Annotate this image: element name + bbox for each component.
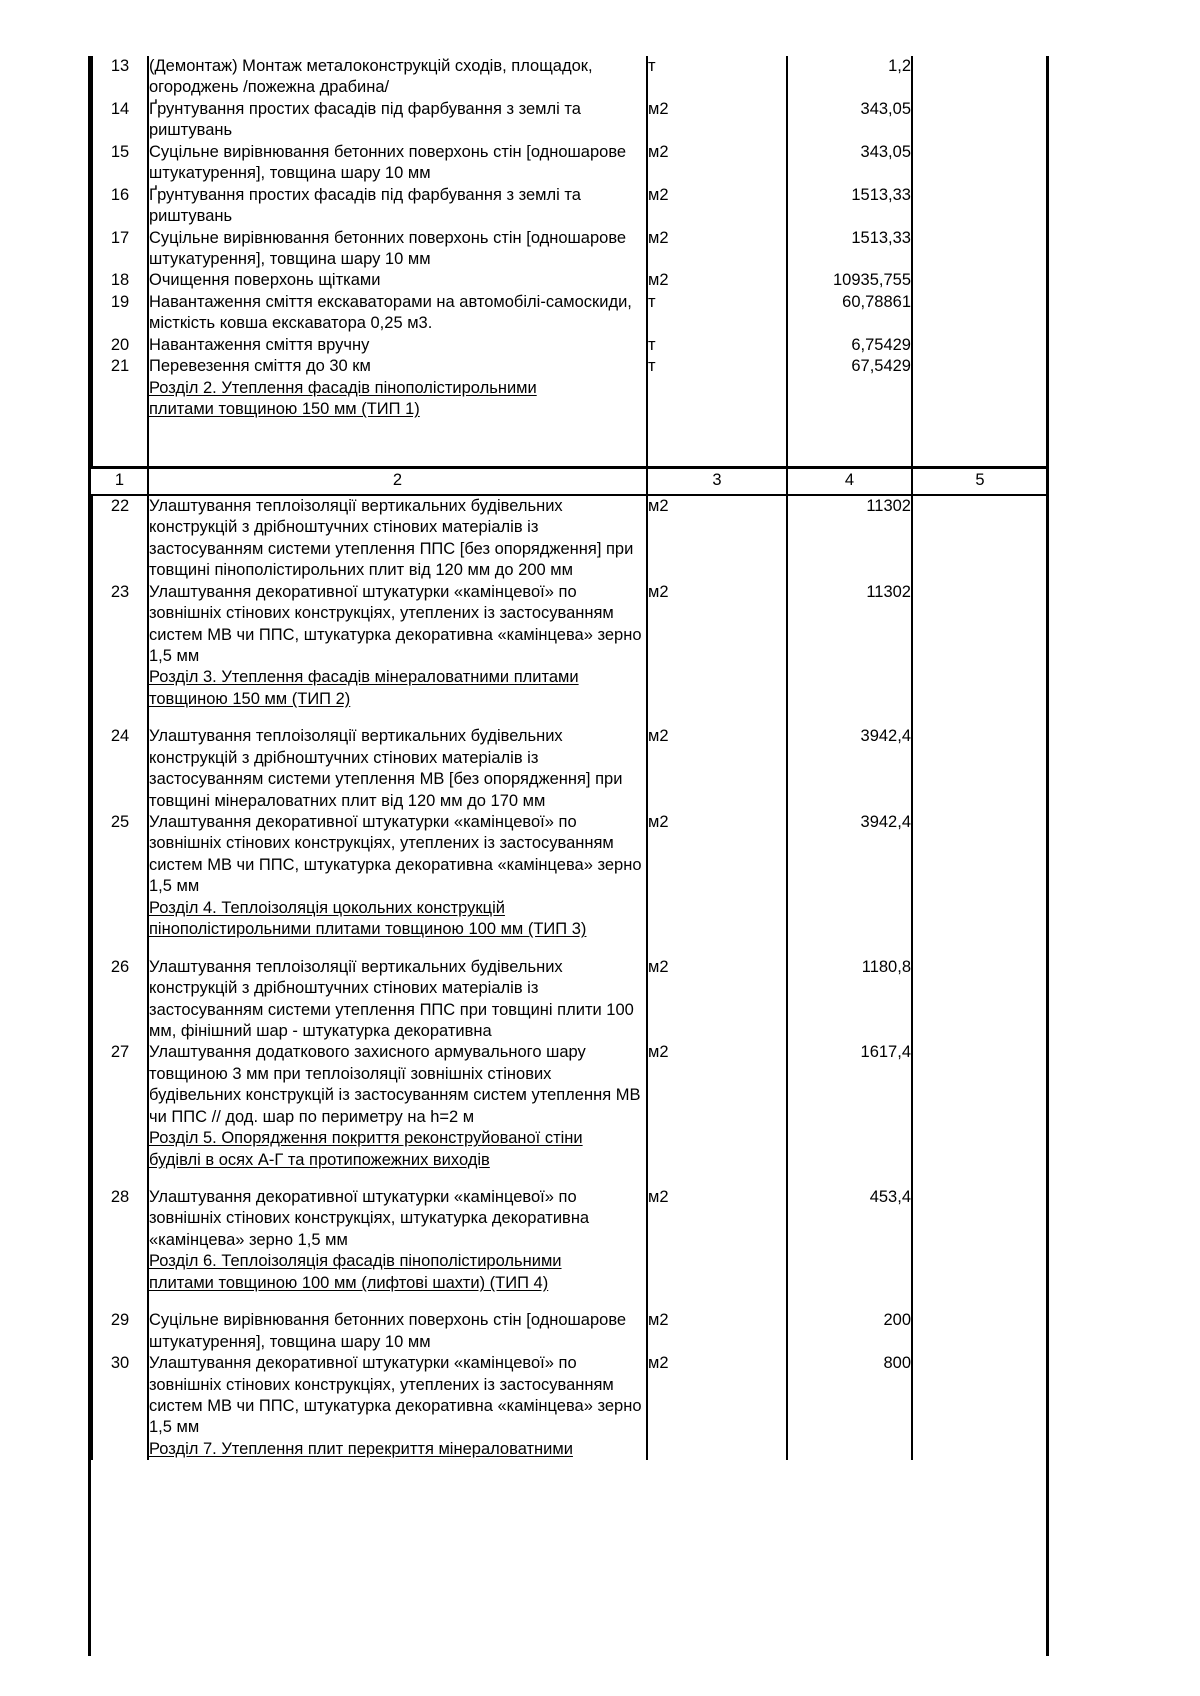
row-extra-cell bbox=[912, 270, 1047, 291]
row-description: Улаштування додаткового захисного армувального шару товщиною 3 мм при теплоізоляції зовнішніх стінових будівельних конструкцій із застосуванням систем утеплення МВ чи ППС // дод. шар по периметру на h=2 м bbox=[148, 1042, 647, 1128]
section-heading-4 bbox=[148, 898, 647, 941]
spacer-cell bbox=[787, 1294, 912, 1310]
row-description: Ґрунтування простих фасадів під фарбування з землі та риштувань bbox=[148, 99, 647, 142]
row-extra-cell bbox=[912, 142, 1047, 185]
row-description: Улаштування теплоізоляції вертикальних будівельних конструкцій з дрібноштучних стінових матеріалів із застосуванням системи утеплення ППС [без опорядження] при товщині пінополістирольних плит від 120 мм до 200 мм bbox=[148, 495, 647, 582]
table-row bbox=[92, 812, 1047, 898]
row-quantity: 3942,4 bbox=[787, 812, 912, 898]
row-number: 17 bbox=[92, 228, 148, 271]
row-description: Навантаження сміття вручну bbox=[148, 335, 647, 356]
table-row bbox=[92, 1310, 1047, 1353]
section-heading-line: товщиною 150 мм (ТИП 2) bbox=[149, 689, 351, 708]
section-heading-line: будівлі в осях А-Г та протипожежних виходів bbox=[149, 1150, 490, 1169]
row-unit: м2 bbox=[647, 1187, 787, 1251]
row-quantity: 200 bbox=[787, 1310, 912, 1353]
row-description: (Демонтаж) Монтаж металоконструкцій сходів, площадок, огороджень /пожежна драбина/ bbox=[148, 56, 647, 99]
table-row bbox=[92, 1187, 1047, 1251]
row-extra-cell bbox=[912, 228, 1047, 271]
section-heading-3 bbox=[148, 667, 647, 710]
section-heading-line: пінополістирольними плитами товщиною 100 мм (ТИП 3) bbox=[149, 920, 587, 939]
row-quantity: 1180,8 bbox=[787, 957, 912, 1043]
spacer-row bbox=[92, 1171, 1047, 1187]
row-unit: м2 bbox=[647, 228, 787, 271]
section-heading-line: Розділ 2. Утеплення фасадів пінополістирольними bbox=[149, 378, 537, 397]
spacer-cell bbox=[92, 1294, 148, 1310]
section-heading-row bbox=[92, 898, 1047, 941]
spacer-row bbox=[92, 941, 1047, 957]
row-quantity: 1513,33 bbox=[787, 185, 912, 228]
row-number: 25 bbox=[92, 812, 148, 898]
spacer-row bbox=[92, 1294, 1047, 1310]
spacer-cell bbox=[92, 941, 148, 957]
row-number: 18 bbox=[92, 270, 148, 291]
column-number-5: 5 bbox=[912, 468, 1047, 495]
row-description: Улаштування теплоізоляції вертикальних будівельних конструкцій з дрібноштучних стінових матеріалів із застосуванням системи утеплення МВ [без опорядження] при товщині мінераловатних плит від 120 мм до 170 мм bbox=[148, 726, 647, 812]
spacer-cell bbox=[148, 1294, 647, 1310]
row-unit: м2 bbox=[647, 726, 787, 812]
section-unit-cell bbox=[647, 1439, 787, 1460]
row-unit: м2 bbox=[647, 142, 787, 185]
spacer-cell bbox=[787, 1171, 912, 1187]
row-quantity: 1,2 bbox=[787, 56, 912, 99]
section-extra-cell bbox=[912, 667, 1047, 710]
row-description: Улаштування теплоізоляції вертикальних будівельних конструкцій з дрібноштучних стінових матеріалів із застосуванням системи утеплення ППС при товщині плити 100 мм, фінішний шар - штукатурка декоративна bbox=[148, 957, 647, 1043]
column-number-3: 3 bbox=[647, 468, 787, 495]
table-row bbox=[92, 1353, 1047, 1439]
table-row bbox=[92, 495, 1047, 582]
row-number: 23 bbox=[92, 582, 148, 668]
row-description: Улаштування декоративної штукатурки «камінцевої» по зовнішніх стінових конструкціях, утеплених із застосуванням систем МВ чи ППС, штукатурка декоративна «камінцева» зерно 1,5 мм bbox=[148, 582, 647, 668]
column-number-row bbox=[92, 468, 1047, 495]
row-description: Улаштування декоративної штукатурки «камінцевої» по зовнішніх стінових конструкціях, утеплених із застосуванням систем МВ чи ППС, штукатурка декоративна «камінцева» зерно 1,5 мм bbox=[148, 812, 647, 898]
row-quantity: 10935,755 bbox=[787, 270, 912, 291]
row-extra-cell bbox=[912, 812, 1047, 898]
row-quantity: 1513,33 bbox=[787, 228, 912, 271]
row-description: Улаштування декоративної штукатурки «камінцевої» по зовнішніх стінових конструкціях, утеплених із застосуванням систем МВ чи ППС, штукатурка декоративна «камінцева» зерно 1,5 мм bbox=[148, 1353, 647, 1439]
column-number-1: 1 bbox=[92, 468, 148, 495]
row-unit: т bbox=[647, 56, 787, 99]
spacer-row bbox=[92, 420, 1047, 468]
row-quantity: 60,78861 bbox=[787, 292, 912, 335]
section-unit-cell bbox=[647, 667, 787, 710]
row-description: Перевезення сміття до 30 км bbox=[148, 356, 647, 377]
table-row bbox=[92, 56, 1047, 99]
row-number: 24 bbox=[92, 726, 148, 812]
section-heading-row bbox=[92, 1439, 1047, 1460]
section-quantity-cell bbox=[787, 1251, 912, 1294]
row-number: 16 bbox=[92, 185, 148, 228]
table-row bbox=[92, 228, 1047, 271]
row-description: Очищення поверхонь щітками bbox=[148, 270, 647, 291]
table-row bbox=[92, 99, 1047, 142]
section-heading-line: Розділ 4. Теплоізоляція цокольних конструкцій bbox=[149, 898, 505, 917]
row-number: 14 bbox=[92, 99, 148, 142]
row-number: 22 bbox=[92, 495, 148, 582]
row-quantity: 11302 bbox=[787, 495, 912, 582]
section-heading-line: Розділ 6. Теплоізоляція фасадів пінополістирольними bbox=[149, 1252, 562, 1271]
row-description: Суцільне вирівнювання бетонних поверхонь стін [одношарове штукатурення], товщина шару 10 мм bbox=[148, 1310, 647, 1353]
row-number: 26 bbox=[92, 957, 148, 1043]
spacer-cell bbox=[787, 941, 912, 957]
table-row bbox=[92, 185, 1047, 228]
section-quantity-cell bbox=[787, 898, 912, 941]
spacer-cell bbox=[787, 420, 912, 468]
spacer-cell bbox=[148, 941, 647, 957]
section-heading-line: Розділ 5. Опорядження покриття реконструйованої стіни bbox=[149, 1129, 583, 1148]
row-extra-cell bbox=[912, 495, 1047, 582]
row-unit: м2 bbox=[647, 812, 787, 898]
row-extra-cell bbox=[912, 957, 1047, 1043]
spacer-cell bbox=[647, 941, 787, 957]
section-heading-2 bbox=[148, 378, 647, 421]
section-heading-line: плитами товщиною 100 мм (лифтові шахти) (ТИП 4) bbox=[149, 1273, 549, 1292]
row-quantity: 800 bbox=[787, 1353, 912, 1439]
row-quantity: 453,4 bbox=[787, 1187, 912, 1251]
row-quantity: 343,05 bbox=[787, 142, 912, 185]
row-quantity: 6,75429 bbox=[787, 335, 912, 356]
spacer-cell bbox=[912, 1171, 1047, 1187]
row-unit: т bbox=[647, 292, 787, 335]
spacer-cell bbox=[912, 710, 1047, 726]
section-extra-cell bbox=[912, 1128, 1047, 1171]
section-extra-cell bbox=[912, 1251, 1047, 1294]
column-number-4: 4 bbox=[787, 468, 912, 495]
row-extra-cell bbox=[912, 1310, 1047, 1353]
spacer-cell bbox=[92, 1171, 148, 1187]
section-unit-cell bbox=[647, 1128, 787, 1171]
row-unit: т bbox=[647, 356, 787, 377]
table-row bbox=[92, 142, 1047, 185]
section-heading-row bbox=[92, 1251, 1047, 1294]
section-heading-row bbox=[92, 1128, 1047, 1171]
row-unit: м2 bbox=[647, 185, 787, 228]
spacer-cell bbox=[92, 710, 148, 726]
table-row bbox=[92, 335, 1047, 356]
row-description: Суцільне вирівнювання бетонних поверхонь стін [одношарове штукатурення], товщина шару 10 мм bbox=[148, 228, 647, 271]
section-heading-line: Розділ 7. Утеплення плит перекриття мінераловатними bbox=[149, 1439, 573, 1458]
row-extra-cell bbox=[912, 1187, 1047, 1251]
section-row-number-cell bbox=[92, 378, 148, 421]
spacer-cell bbox=[148, 1171, 647, 1187]
row-unit: м2 bbox=[647, 99, 787, 142]
section-heading-line: Розділ 3. Утеплення фасадів мінераловатними плитами bbox=[149, 668, 579, 687]
estimate-table-wrapper bbox=[91, 56, 1046, 1460]
row-extra-cell bbox=[912, 292, 1047, 335]
section-unit-cell bbox=[647, 1251, 787, 1294]
spacer-cell bbox=[647, 1294, 787, 1310]
section-unit-cell bbox=[647, 378, 787, 421]
row-description: Ґрунтування простих фасадів під фарбування з землі та риштувань bbox=[148, 185, 647, 228]
row-number: 19 bbox=[92, 292, 148, 335]
section-quantity-cell bbox=[787, 1128, 912, 1171]
row-description: Улаштування декоративної штукатурки «камінцевої» по зовнішніх стінових конструкціях, штукатурка декоративна «камінцева» зерно 1,5 мм bbox=[148, 1187, 647, 1251]
row-extra-cell bbox=[912, 185, 1047, 228]
row-unit: м2 bbox=[647, 1042, 787, 1128]
row-extra-cell bbox=[912, 56, 1047, 99]
row-number: 15 bbox=[92, 142, 148, 185]
section-unit-cell bbox=[647, 898, 787, 941]
row-description: Навантаження сміття екскаваторами на автомобілі-самоскиди, місткість ковша екскаватора 0,25 м3. bbox=[148, 292, 647, 335]
section-heading-5 bbox=[148, 1128, 647, 1171]
row-number: 30 bbox=[92, 1353, 148, 1439]
row-extra-cell bbox=[912, 99, 1047, 142]
row-unit: м2 bbox=[647, 270, 787, 291]
row-unit: м2 bbox=[647, 582, 787, 668]
section-row-number-cell bbox=[92, 1439, 148, 1460]
section-heading-line: плитами товщиною 150 мм (ТИП 1) bbox=[149, 400, 420, 418]
spacer-cell bbox=[647, 420, 787, 468]
row-unit: м2 bbox=[647, 1310, 787, 1353]
row-unit: т bbox=[647, 335, 787, 356]
spacer-cell bbox=[912, 1294, 1047, 1310]
section-row-number-cell bbox=[92, 1128, 148, 1171]
table-row bbox=[92, 270, 1047, 291]
table-row bbox=[92, 1042, 1047, 1128]
row-number: 21 bbox=[92, 356, 148, 377]
row-number: 29 bbox=[92, 1310, 148, 1353]
spacer-cell bbox=[647, 1171, 787, 1187]
spacer-cell bbox=[148, 420, 647, 468]
row-extra-cell bbox=[912, 726, 1047, 812]
row-extra-cell bbox=[912, 582, 1047, 668]
spacer-cell bbox=[912, 941, 1047, 957]
row-description: Суцільне вирівнювання бетонних поверхонь стін [одношарове штукатурення], товщина шару 10 мм bbox=[148, 142, 647, 185]
section-extra-cell bbox=[912, 898, 1047, 941]
section-quantity-cell bbox=[787, 667, 912, 710]
spacer-cell bbox=[912, 420, 1047, 468]
row-quantity: 67,5429 bbox=[787, 356, 912, 377]
table-row bbox=[92, 726, 1047, 812]
row-unit: м2 bbox=[647, 495, 787, 582]
row-extra-cell bbox=[912, 335, 1047, 356]
row-extra-cell bbox=[912, 1042, 1047, 1128]
row-number: 28 bbox=[92, 1187, 148, 1251]
row-unit: м2 bbox=[647, 957, 787, 1043]
spacer-cell bbox=[148, 710, 647, 726]
section-heading-6 bbox=[148, 1251, 647, 1294]
section-row-number-cell bbox=[92, 898, 148, 941]
table-row bbox=[92, 582, 1047, 668]
row-quantity: 3942,4 bbox=[787, 726, 912, 812]
row-number: 13 bbox=[92, 56, 148, 99]
spacer-cell bbox=[647, 710, 787, 726]
spacer-cell bbox=[787, 710, 912, 726]
table-row bbox=[92, 292, 1047, 335]
section-heading-7 bbox=[148, 1439, 647, 1460]
section-row-number-cell bbox=[92, 667, 148, 710]
section-extra-cell bbox=[912, 1439, 1047, 1460]
row-quantity: 1617,4 bbox=[787, 1042, 912, 1128]
row-extra-cell bbox=[912, 356, 1047, 377]
row-number: 27 bbox=[92, 1042, 148, 1128]
section-quantity-cell bbox=[787, 378, 912, 421]
spacer-row bbox=[92, 710, 1047, 726]
spacer-cell bbox=[92, 420, 148, 468]
section-extra-cell bbox=[912, 378, 1047, 421]
section-row-number-cell bbox=[92, 1251, 148, 1294]
estimate-table bbox=[91, 56, 1048, 1460]
table-row bbox=[92, 356, 1047, 377]
section-quantity-cell bbox=[787, 1439, 912, 1460]
column-number-2: 2 bbox=[148, 468, 647, 495]
row-quantity: 11302 bbox=[787, 582, 912, 668]
table-row bbox=[92, 957, 1047, 1043]
row-number: 20 bbox=[92, 335, 148, 356]
row-extra-cell bbox=[912, 1353, 1047, 1439]
row-quantity: 343,05 bbox=[787, 99, 912, 142]
section-heading-row bbox=[92, 667, 1047, 710]
section-heading-row bbox=[92, 378, 1047, 421]
row-unit: м2 bbox=[647, 1353, 787, 1439]
